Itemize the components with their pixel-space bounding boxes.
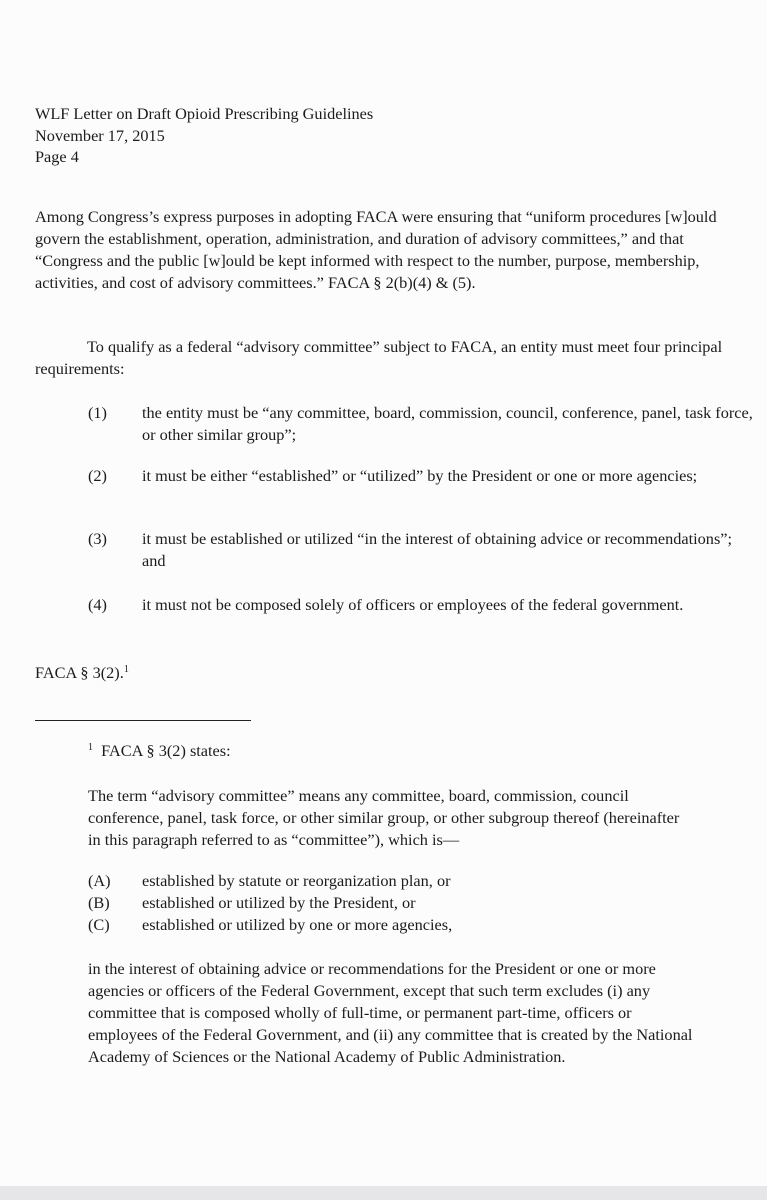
- requirement-item: [88, 465, 753, 487]
- footnote-list-item: [88, 914, 695, 936]
- header-title: WLF Letter on Draft Opioid Prescribing Guidelines: [35, 104, 374, 123]
- requirement-text: it must not be composed solely of officers or employees of the federal government.: [142, 595, 684, 614]
- header-date: November 17, 2015: [35, 125, 165, 145]
- requirement-text: the entity must be “any committee, board, commission, council, conference, panel, task force, or other similar group”;: [142, 403, 753, 444]
- body-paragraph-requirements-intro: To qualify as a federal “advisory committee” subject to FACA, an entity must meet four principal requirements:: [35, 337, 723, 378]
- footnote-item-text: established or utilized by the President, or: [142, 893, 416, 912]
- requirement-item: [88, 594, 753, 616]
- requirement-number: (2): [88, 466, 107, 485]
- requirement-text: it must be established or utilized “in the interest of obtaining advice or recommendations”; and: [142, 529, 733, 570]
- footnote-item-label: (A): [88, 871, 111, 890]
- viewer-bottom-bar: [0, 1186, 767, 1200]
- footnote-item-label: (B): [88, 893, 110, 912]
- footnote-item-label: (C): [88, 915, 110, 934]
- faca-citation: [35, 662, 129, 684]
- footnote-exclusions: in the interest of obtaining advice or recommendations for the President or one or more agencies or officers of the Federal Government, except that such term excludes (i) any committee that is composed wholly of full-time, or permanent part-time, officers or employees of the Federal Government, and (ii) any committee that is created by the National Academy of Sciences or the National Academy of Public Administration.: [88, 959, 693, 1066]
- footnote-heading-text: FACA § 3(2) states:: [101, 741, 231, 760]
- requirement-item: [88, 528, 753, 572]
- footnote-item-text: established or utilized by one or more agencies,: [142, 915, 453, 934]
- requirement-item: [88, 402, 753, 446]
- requirement-text: it must be either “established” or “utilized” by the President or one or more agencies;: [142, 466, 698, 485]
- requirement-number: (4): [88, 595, 107, 614]
- footnote-definition: The term “advisory committee” means any committee, board, commission, council conference, panel, task force, or other similar group, or other subgroup thereof (hereinafter in this paragraph referred to as “committee”), which is—: [88, 786, 680, 849]
- citation-text: FACA § 3(2).: [35, 663, 124, 682]
- footnote-heading: [88, 740, 231, 762]
- footnote-mark: 1: [88, 742, 93, 753]
- requirement-number: (1): [88, 403, 107, 422]
- footnote-list-item: [88, 870, 695, 892]
- footnote-separator: [35, 720, 251, 721]
- footnote-list: [88, 870, 695, 936]
- footnote-reference[interactable]: 1: [123, 664, 129, 675]
- footnote-item-text: established by statute or reorganization plan, or: [142, 871, 451, 890]
- footnote-list-item: [88, 892, 695, 914]
- header-page-number: Page 4: [35, 147, 79, 166]
- body-paragraph-purposes: Among Congress’s express purposes in adopting FACA were ensuring that “uniform procedures [w]ould govern the establishment, operation, administration, and duration of advisory committees,” and that “Congress and the public [w]ould be kept informed with respect to the number, purpose, membership, activities, and cost of advisory committees.” FACA § 2(b)(4) & (5).: [35, 207, 717, 292]
- requirement-number: (3): [88, 529, 107, 548]
- letter-header: [35, 103, 373, 168]
